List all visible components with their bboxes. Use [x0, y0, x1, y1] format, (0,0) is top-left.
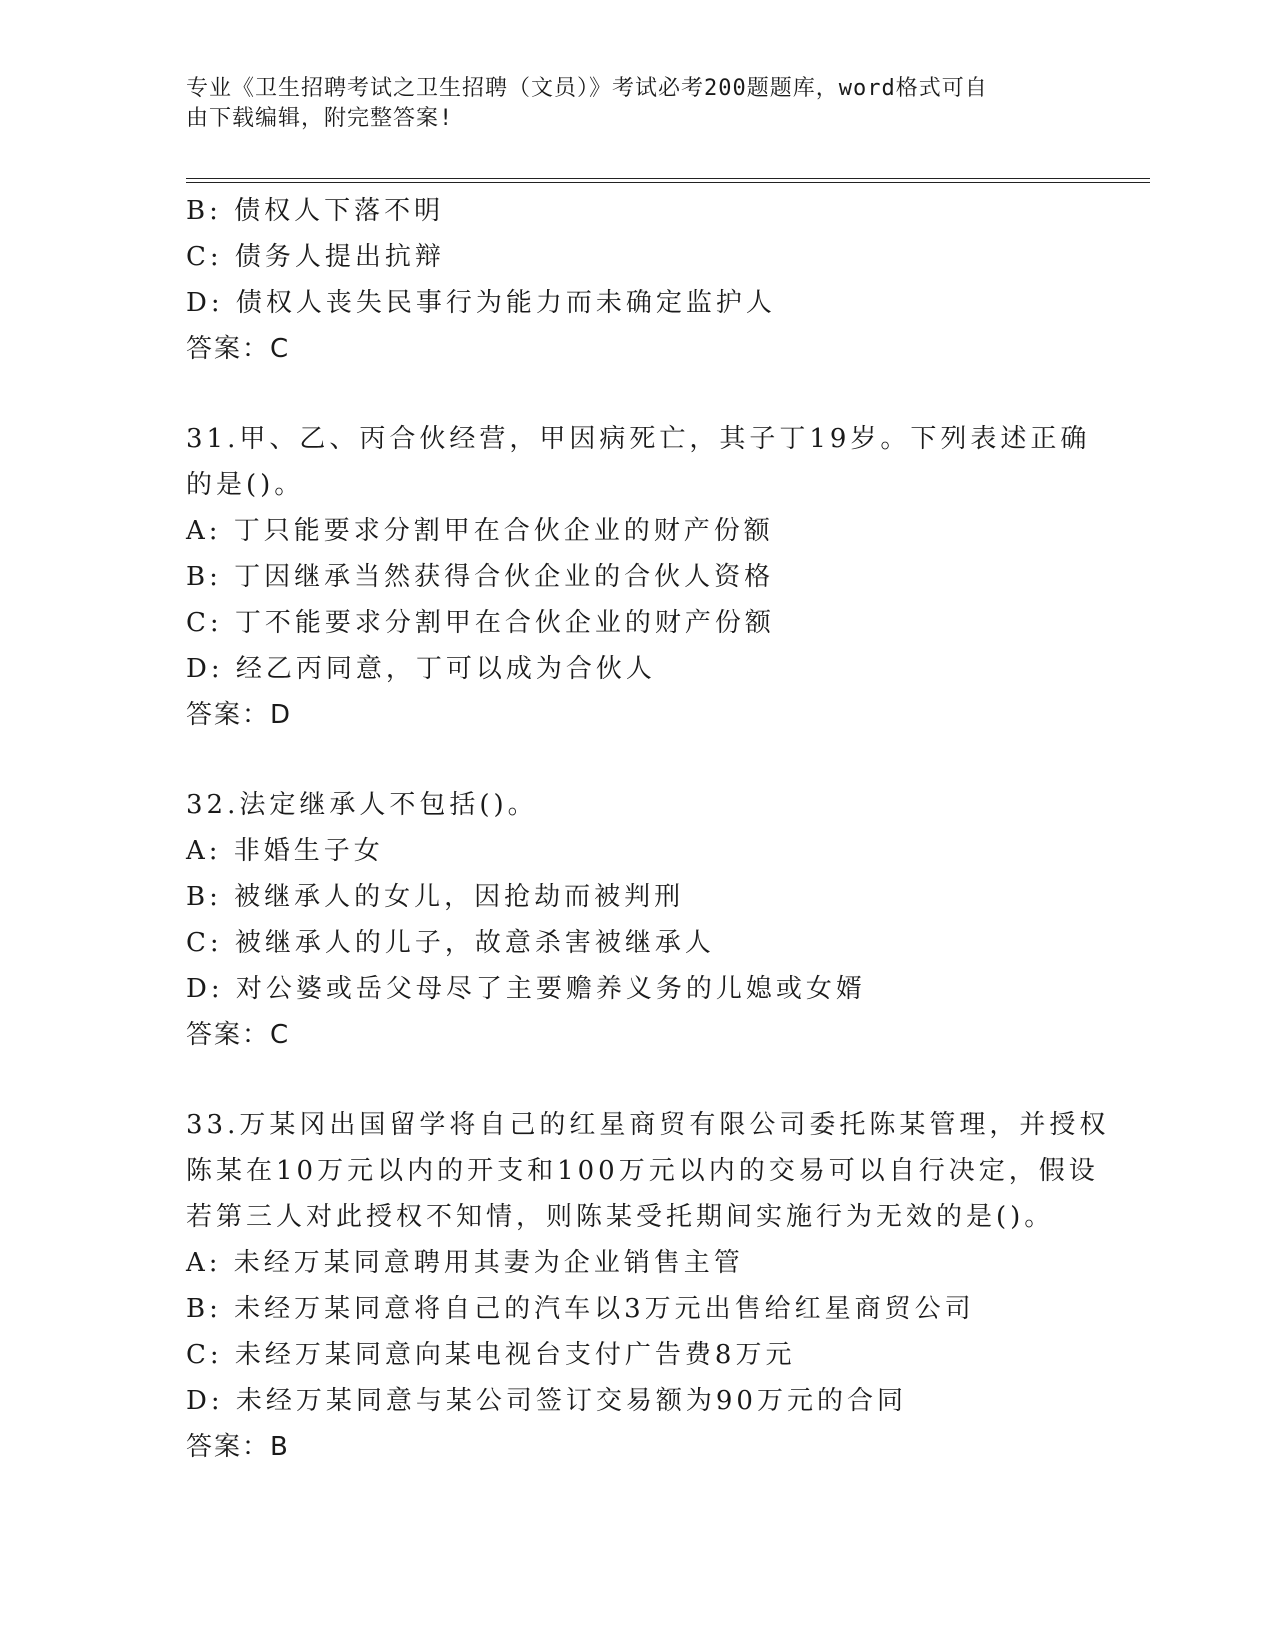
question-stem-line: 陈某在10万元以内的开支和100万元以内的交易可以自行决定，假设 [186, 1156, 1099, 1186]
header-title-line1: 专业《卫生招聘考试之卫生招聘（文员）》考试必考200题题库，word格式可自 [186, 76, 988, 101]
option-c: C: 被继承人的儿子，故意杀害被继承人 [186, 928, 715, 958]
question-stem-line: 33.万某冈出国留学将自己的红星商贸有限公司委托陈某管理，并授权 [186, 1110, 1110, 1140]
option-a: A: 丁只能要求分割甲在合伙企业的财产份额 [186, 516, 774, 546]
option-a: A: 非婚生子女 [186, 836, 384, 866]
answer: 答案：C [186, 1020, 291, 1050]
question-33 [186, 1102, 1110, 1470]
question-stem: 32.法定继承人不包括()。 [186, 790, 538, 820]
question-stem-line: 若第三人对此授权不知情，则陈某受托期间实施行为无效的是()。 [186, 1202, 1055, 1232]
question-32 [186, 782, 1086, 1058]
spacer [186, 738, 1086, 782]
option-c: C: 丁不能要求分割甲在合伙企业的财产份额 [186, 608, 775, 638]
question-30 [186, 188, 1086, 372]
answer: 答案：C [186, 334, 291, 364]
question-stem-line: 31.甲、乙、丙合伙经营，甲因病死亡，其子丁19岁。下列表述正确 [186, 424, 1091, 454]
option-b: B: 被继承人的女儿，因抢劫而被判刑 [186, 882, 685, 912]
option-d: D: 对公婆或岳父母尽了主要赡养义务的儿媳或女婿 [186, 974, 866, 1004]
option-b: B: 未经万某同意将自己的汽车以3万元出售给红星商贸公司 [186, 1294, 975, 1324]
answer: 答案：B [186, 1432, 290, 1462]
option-d: D: 未经万某同意与某公司签订交易额为90万元的合同 [186, 1386, 907, 1416]
header-title-line2: 由下载编辑，附完整答案! [186, 106, 454, 131]
spacer [186, 1058, 1086, 1102]
page-header [186, 74, 1066, 134]
answer: 答案：D [186, 700, 293, 730]
option-b: B: 丁因继承当然获得合伙企业的合伙人资格 [186, 562, 775, 592]
option-d: D: 债权人丧失民事行为能力而未确定监护人 [186, 288, 776, 318]
option-b: B: 债权人下落不明 [186, 196, 445, 226]
option-c: C: 未经万某同意向某电视台支付广告费8万元 [186, 1340, 796, 1370]
question-31 [186, 416, 1091, 738]
spacer [186, 372, 1086, 416]
option-a: A: 未经万某同意聘用其妻为企业销售主管 [186, 1248, 744, 1278]
question-stem-line: 的是()。 [186, 470, 305, 500]
header-divider [186, 178, 1150, 183]
option-c: C: 债务人提出抗辩 [186, 242, 445, 272]
option-d: D: 经乙丙同意，丁可以成为合伙人 [186, 654, 656, 684]
document-body [186, 188, 1110, 1470]
